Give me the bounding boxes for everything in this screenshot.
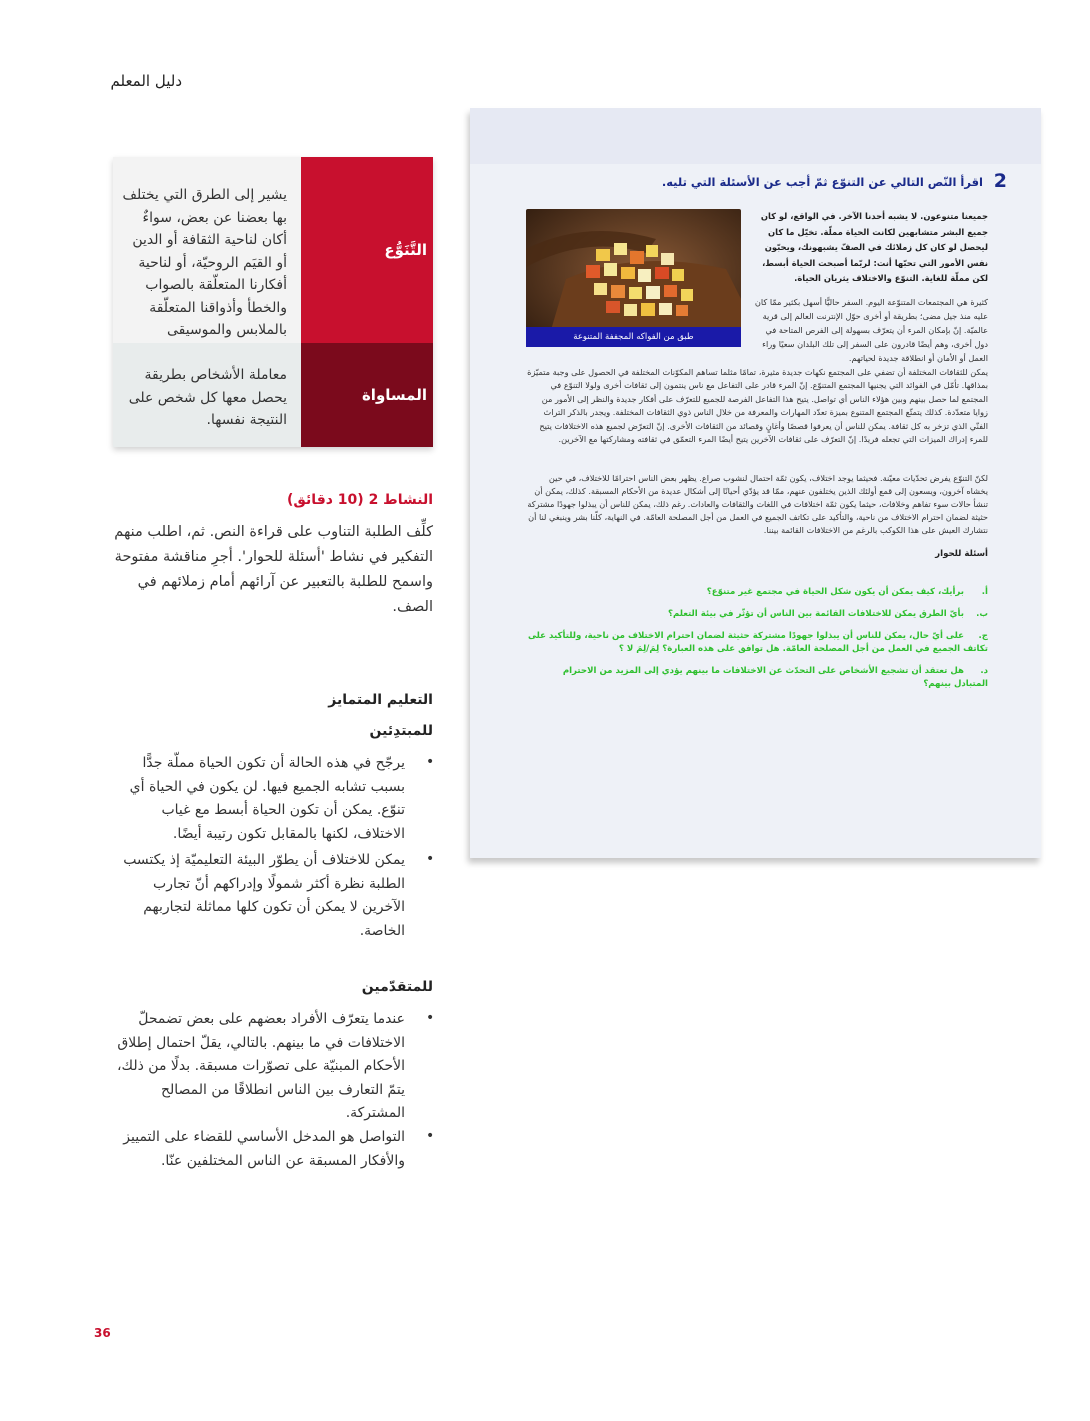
activity-title: النشاط 2 (10 دقائق) — [287, 492, 433, 508]
student-book-page — [470, 108, 1041, 858]
bullet-icon: • — [426, 754, 435, 770]
exercise-instruction: اقرأ النّص التالي عن التنوّع ثمّ أجب عن الأسئلة التي تليه. — [661, 175, 983, 189]
body-paragraph: يمكن للثقافات المختلفة أن تضفي على المجتمع نكهات جديدة مثيرة، تمامًا مثلما تساهم المكوّنات المختلفة في الحصول على وجبة متميّزة بمذاقها. تأمّل في الفوائد التي يجنيها المجتمع المتنوّع. إنّ المرء قادر على التفاعل مع ناس ينتمون إلى ثقافات أخرى ولولا التنوّع في المجتمع لما حصل بينهم وبين هؤلاء الناس أي تواصل. يتيح هذا التفاعل الفرصة للجميع للتعرّف على أفكار جديدة والنظر إلى الأمور من زوايا متعدّدة. كذلك يتمتّع المجتمع المتنوع بميزة تعدّد المهارات والمعرفة من خلال الناس ذوي الثقافات المختلفة. ويجدر بالذكر التراث الفنّي الذي تزخر به كل ثقافة. يمكن للناس أن يعرفوا قصصًا وأغانٍ وقصائد من الثقافات الأخرى. إنّ التعرّض لجميع هذه الاختلافات يتيح للمرء إدراك الميزات التي تجعله فريدًا. إنّ التعرّف على ثقافات الآخرين يتيح أيضًا المرء التعمّق في ثقافته ومشاركتها مع الآخرين. — [527, 367, 988, 445]
question-item — [526, 586, 988, 599]
bullet-icon: • — [426, 1128, 435, 1144]
glossary-row — [113, 157, 433, 343]
glossary-term: التَّنَوُّع — [384, 241, 427, 259]
bullet-icon: • — [426, 851, 435, 867]
body-paragraph: كثيرة هي المجتمعات المتنوّعة اليوم. السفر حاليًّا أسهل بكثير ممّا كان عليه منذ جيل مضى؛ بطريقة أو أخرى حوّل الإنترنت العالم إلى قرية عالميّة. إنّ بإمكان المرء أن يتعرّف بسهولة إلى الفرص المتاحة في دول أخرى، وهم أيضًا قادرون على السفر إلى تلك البلدان سعيًا وراء العمل أو الأمان أو انطلاقة جديدة لحياتهم. — [754, 297, 988, 363]
beginners-bullet: يمكن للاختلاف أن يطوّر البيئة التعليميّة إذ يكتسب الطلبة نظرة أكثر شمولًا وإدراكهم أنّ تجارب الآخرين لا يمكن أن تكون كلها مماثلة لتجاربهم الخاصة. — [123, 852, 405, 939]
exercise-number: 2 — [993, 170, 1007, 192]
glossary-row — [113, 343, 433, 447]
question-text: بأيّ الطرق يمكن للاختلافات القائمة بين الناس أن تؤثّر في بيئة التعلم؟ — [667, 609, 964, 619]
glossary-definition: معاملة الأشخاص بطريقة يحصل معها كل شخص على النتيجة نفسها. — [128, 367, 287, 428]
beginners-bullet: يرجّح في هذه الحالة أن تكون الحياة مملّة جدًّا بسبب تشابه الجميع فيها. لن يكون في الحياة أي تنوّع. يمكن أن تكون الحياة أبسط مع غياب الاختلاف، لكنها بالمقابل تكون رتيبة أيضًا. — [129, 755, 405, 842]
question-text: برأيك، كيف يمكن أن يكون شكل الحياة في مجتمع غير متنوّع؟ — [706, 587, 964, 597]
beginners-title: للمبتدِئين — [369, 723, 433, 739]
differentiation-title: التعليم المتمايز — [328, 692, 433, 708]
advanced-bullet: التواصل هو المدخل الأساسي للقضاء على التمييز والأفكار المسبقة عن الناس المختلفين عنّا. — [123, 1129, 405, 1169]
glossary-term: المساواة — [361, 386, 427, 404]
body-paragraph: لكنّ التنوّع يفرض تحدّيات معيّنة. فحيثما يوجد اختلاف، يكون ثمّة احتمال لنشوب صراع. يظهر بعض الناس احترامًا للاختلاف، في حين يخشاه آخرون، ويسعون إلى قمع أولئك الذين يختلفون عنهم، ممّا قد يؤدّي أحيانًا إلى أشكال عديدة من الأحكام المسبقة. كذلك، يمكن أن تنشأ حالات سوء تفاهم وخلافات، حيثما يكون ثمّة اختلافات في اللغات والثقافات والعادات. رغم ذلك، يمكن للناس أن يبذلوا جهودًا مشتركة حثيثة لضمان احترام الاختلاف من ناحية، والتأكيد على تكاتف الجميع في العمل من أجل المصلحة العامّة. في النهاية، كلّنا بشر وينبغي لنا أن نتشارك العيش على هذا الكوكب بالرغم من الاختلافات القائمة بيننا. — [527, 473, 988, 535]
glossary-definition: يشير إلى الطرق التي يختلف بها بعضنا عن بعض، سواءٌ أكان لناحية الثقافة أو الدين أو القيَم الروحيّة، أو لناحية أفكارنا المتعلّقة بالصواب والخطأ وأذواقنا المتعلّقة بالملابس والموسيقى — [122, 187, 287, 338]
questions-title: أسئلة للحوار — [935, 549, 988, 559]
question-label: ج. — [978, 631, 988, 641]
image-caption: طبق من الفواكه المجففة المتنوعة — [526, 327, 741, 347]
question-item — [526, 630, 988, 655]
page-number: 36 — [94, 1326, 111, 1340]
question-text: على أيّ حال، يمكن للناس أن يبذلوا جهودًا مشتركة حثيثة لضمان احترام الاختلاف من ناحية، وللتأكيد على تكاتف الجميع في العمل من أجل المصلحة العامّة. هل توافق على هذه العبارة؟ لِمَ/لِمَ لا ؟ — [527, 631, 988, 654]
page-header-title: دليل المعلم — [110, 72, 182, 90]
activity-body: كلِّف الطلبة التناوب على قراءة النص. ثم، اطلب منهم التفكير في نشاط 'أسئلة للحوار'. أجرِ مناقشة مفتوحة واسمح للطلبة بالتعبير عن آرائهم أمام زملائهم في الصف. — [114, 524, 433, 615]
question-label: أ. — [981, 587, 988, 597]
question-label: د. — [980, 666, 988, 676]
question-item — [526, 608, 988, 621]
question-item — [526, 665, 988, 690]
intro-paragraph: جميعنا متنوعون. لا يشبه أحدنا الآخر. في الواقع، لو كان جميع البشر متشابهين لكانت الحياة مملّة. تخيّل ما كان ليحصل لو كان كل زملائك في الصفّ يشبهونك، ويحبّون نفس الأمور التي تحبّها أنت: لربّما أصبحت الحياة أبسط، لكن مملّة للغاية. التنوّع والاختلاف يثريان الحياة. — [760, 211, 988, 283]
glossary-table — [113, 157, 433, 447]
bullet-icon: • — [426, 1010, 435, 1026]
advanced-bullet: عندما يتعرّف الأفراد بعضهم على بعض تضمحلّ الاختلافات في ما بينهم. بالتالي، يقلّ احتمال إطلاق الأحكام المبنيّة على تصوّرات مسبقة. بدلًا من ذلك، يتمّ التعارف بين الناس انطلاقًا من المصالح المشتركة. — [117, 1011, 405, 1121]
question-text: هل تعتقد أن تشجيع الأشخاص على التحدّث عن الاختلافات ما بينهم يؤدي إلى المزيد من الاحترام المتبادل بينهم؟ — [562, 666, 988, 689]
question-label: ب. — [976, 609, 988, 619]
advanced-title: للمتقدّمين — [361, 979, 433, 995]
